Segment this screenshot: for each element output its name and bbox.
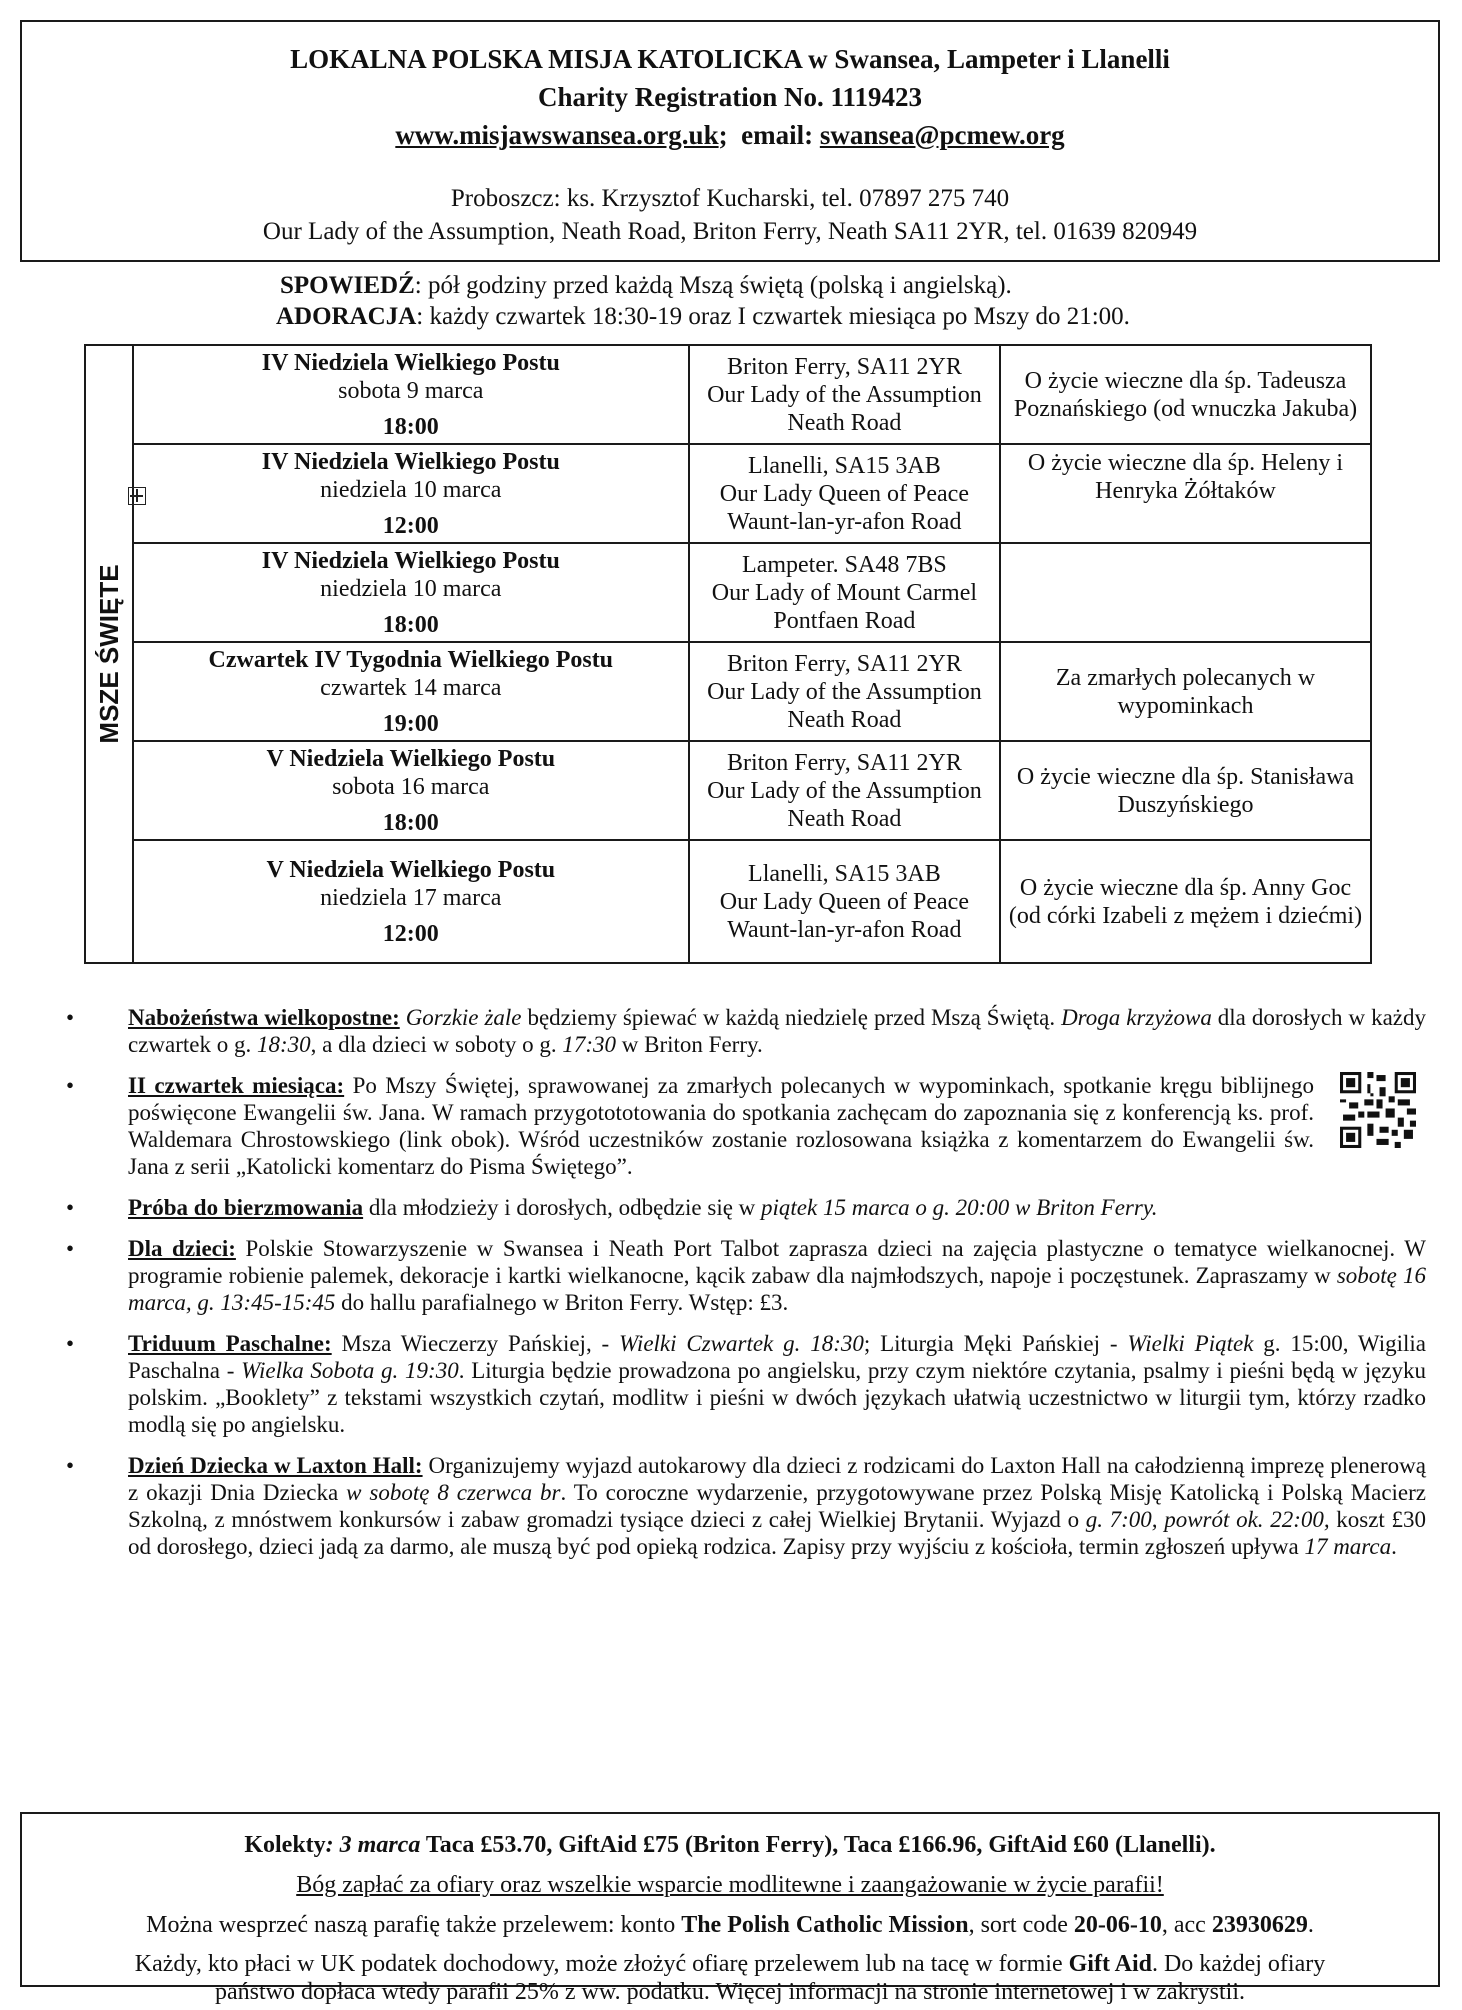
confession-label: SPOWIEDŹ	[280, 272, 415, 299]
mass-title: V Niedziela Wielkiego Postu	[266, 745, 556, 772]
bullet-icon: •	[66, 1236, 75, 1261]
mass-row: IV Niedziela Wielkiego Postu niedziela 10 marca 18:00 Lampeter. SA48 7BS Our Lady of Mount Carmel Pontfaen Road	[85, 543, 1371, 642]
mass-row: MSZE ŚWIĘTE IV Niedziela Wielkiego Postu sobota 9 marca 18:00 Briton Ferry, SA11 2YR Our Lady of the Assumption Neath Road O życie wieczne dla śp. Tadeusza Poznańskiego (od wnuczka Jakuba)	[85, 345, 1371, 444]
mass-title: Czwartek IV Tygodnia Wielkiego Postu	[208, 646, 614, 673]
qr-code-icon[interactable]	[1340, 1072, 1416, 1148]
mass-date: czwartek 14 marca	[320, 674, 502, 701]
address-line: Our Lady of the Assumption, Neath Road, Briton Ferry, Neath SA11 2YR, tel. 01639 820949	[262, 218, 1198, 245]
charity-registration: Charity Registration No. 1119423	[538, 82, 922, 112]
mass-title: IV Niedziela Wielkiego Postu	[261, 349, 560, 376]
mass-intention: O życie wieczne dla śp. Anny Goc (od córki Izabeli z mężem i dziećmi)	[1000, 840, 1371, 963]
mass-title: V Niedziela Wielkiego Postu	[266, 856, 556, 883]
mission-title: LOKALNA POLSKA MISJA KATOLICKA w Swansea, Lampeter i Llanelli	[290, 44, 1170, 74]
email-label: email:	[741, 120, 814, 150]
masses-side-label: MSZE ŚWIĘTE	[85, 345, 133, 963]
email-link[interactable]: swansea@pcmew.org	[819, 120, 1065, 150]
bullet-icon: •	[66, 1005, 75, 1030]
mass-title: IV Niedziela Wielkiego Postu	[261, 547, 560, 574]
mass-intention	[1000, 543, 1371, 642]
mass-row: V Niedziela Wielkiego Postu niedziela 17 marca 12:00 Llanelli, SA15 3AB Our Lady Queen of Peace Waunt-lan-yr-afon Road O życie wieczne dla śp. Anny Goc (od córki Izabeli z mężem i dziećmi)	[85, 840, 1371, 963]
mass-place: Briton Ferry, SA11 2YR	[726, 650, 962, 677]
bullet-icon: •	[66, 1331, 75, 1356]
announcement-confirmation: • Próba do bierzmowania dla młodzieży i dorosłych, odbędzie się w piątek 15 marca o g. 20:00 w Briton Ferry.	[66, 1195, 1158, 1220]
masses-table	[84, 344, 1372, 964]
mass-time: 18:00	[382, 413, 439, 440]
mass-date: sobota 9 marca	[338, 377, 484, 404]
pastor-line: Proboszcz: ks. Krzysztof Kucharski, tel. 07897 275 740	[450, 185, 1010, 212]
mass-intention: O życie wieczne dla śp. Heleny i Henryka Żółtaków	[1000, 444, 1371, 543]
adoration-label: ADORACJA	[276, 303, 417, 330]
announcement-childrens-day: • Dzień Dziecka w Laxton Hall: Organizujemy wyjazd autokarowy dla dzieci z rodzicami do Laxton Hall na całodzienną imprezę plenerową z okazji Dnia Dziecka w sobotę 8 czerwca br. To coroczne wydarzenie, przygotowywane przez Polską Misję Katolicką i Polską Macierz Szkolną, z mnóstwem konkursów i zabaw gromadzi tysiące dzieci z całej Wielkiej Brytanii. Wyjazd o g. 7:00, powrót ok. 22:00, koszt £30 od dorosłego, dzieci jadą za darmo, ale muszą być pod opieką rodzica. Zapisy przy wyjściu z kościoła, termin zgłoszeń upływa 17 marca.	[66, 1453, 1426, 1559]
mass-title: IV Niedziela Wielkiego Postu	[261, 448, 560, 475]
mass-place: Briton Ferry, SA11 2YR	[726, 353, 962, 380]
mass-place: Llanelli, SA15 3AB	[748, 860, 941, 887]
gift-aid-line: Każdy, kto płaci w UK podatek dochodowy, może złożyć ofiarę przelewem lub na tacę w formie Gift Aid. Do każdej ofiary państwo dopłaca wtedy parafii 25% z ww. podatku. Więcej informacji na stronie internetowej i w zakrystii.	[134, 1951, 1326, 2005]
contact-line: www.misjawswansea.org.uk; email: swansea@pcmew.org	[395, 120, 1065, 150]
bullet-icon: •	[66, 1195, 75, 1220]
mass-intention: O życie wieczne dla śp. Stanisława Duszyńskiego	[1000, 741, 1371, 840]
announcement-triduum: • Triduum Paschalne: Msza Wieczerzy Pańskiej, - Wielki Czwartek g. 18:30; Liturgia Męki Pańskiej - Wielki Piątek g. 15:00, Wigilia Paschalna - Wielka Sobota g. 19:30. Liturgia będzie prowadzona po angielsku, przy czym niektóre czytania, psalmy i pieśni będą w języku polskim. „Booklety” z tekstami wszystkich czytań, modlitw i pieśni w dwóch językach ułatwią uczestnictwo w liturgii tym, którzy rzadko modlą się po angielsku.	[66, 1331, 1426, 1437]
announcement-lent: • Nabożeństwa wielkopostne: Gorzkie żale będziemy śpiewać w każdą niedzielę przed Mszą Świętą. Droga krzyżowa dla dorosłych w każdy czwartek o g. 18:30, a dla dzieci w soboty o g. 17:30 w Briton Ferry.	[66, 1005, 1426, 1057]
mass-time: 12:00	[382, 512, 439, 539]
mass-date: niedziela 10 marca	[320, 575, 502, 602]
confession-line: SPOWIEDŹ: pół godziny przed każdą Mszą świętą (polską i angielską).	[280, 272, 1012, 299]
website-link[interactable]: www.misjawswansea.org.uk	[395, 120, 719, 150]
mass-row: V Niedziela Wielkiego Postu sobota 16 marca 18:00 Briton Ferry, SA11 2YR Our Lady of the Assumption Neath Road O życie wieczne dla śp. Stanisława Duszyńskiego	[85, 741, 1371, 840]
collection-line: Kolekty: 3 marca Taca £53.70, GiftAid £75 (Briton Ferry), Taca £166.96, GiftAid £60 (Llanelli).	[244, 1832, 1216, 1858]
mass-row: IV Niedziela Wielkiego Postu niedziela 10 marca 12:00 Llanelli, SA15 3AB Our Lady Queen of Peace Waunt-lan-yr-afon Road O życie wieczne dla śp. Heleny i Henryka Żółtaków	[85, 444, 1371, 543]
mass-place: Briton Ferry, SA11 2YR	[726, 749, 962, 776]
bullet-icon: •	[66, 1453, 75, 1478]
adoration-line: ADORACJA: każdy czwartek 18:30-19 oraz I czwartek miesiąca po Mszy do 21:00.	[276, 303, 1130, 330]
announcements-list	[66, 1004, 1426, 1574]
mass-place: Llanelli, SA15 3AB	[748, 452, 941, 479]
thanks-line: Bóg zapłać za ofiary oraz wszelkie wsparcie modlitewne i zaangażowanie w życie parafii!	[296, 1872, 1164, 1898]
mass-place: Lampeter. SA48 7BS	[742, 551, 947, 578]
mass-intention: O życie wieczne dla śp. Tadeusza Poznańskiego (od wnuczka Jakuba)	[1000, 345, 1371, 444]
header-box	[20, 20, 1440, 262]
mass-intention: Za zmarłych polecanych w wypominkach	[1000, 642, 1371, 741]
mass-date: sobota 16 marca	[332, 773, 490, 800]
expand-table-icon[interactable]	[128, 487, 146, 505]
bank-transfer-line: Można wesprzeć naszą parafię także przelewem: konto The Polish Catholic Mission, sort code 20-06-10, acc 23930629.	[146, 1912, 1314, 1938]
mass-date: niedziela 10 marca	[320, 476, 502, 503]
mass-time: 19:00	[382, 710, 439, 737]
announcement-children: • Dla dzieci: Polskie Stowarzyszenie w Swansea i Neath Port Talbot zaprasza dzieci na zajęcia plastyczne o tematyce wielkanocnej. W programie robienie palemek, dekoracje i kartki wielkanocne, kącik zabaw dla najmłodszych, napoje i poczęstunek. Zapraszamy w sobotę 16 marca, g. 13:45-15:45 do hallu parafialnego w Briton Ferry. Wstęp: £3.	[66, 1236, 1426, 1315]
mass-date: niedziela 17 marca	[320, 884, 502, 911]
mass-time: 18:00	[382, 809, 439, 836]
announcement-thursday: • II czwartek miesiąca: Po Mszy Świętej, sprawowanej za zmarłych polecanych w wypominkach, spotkanie kręgu biblijnego poświęcone Ewangelii św. Jana. W ramach przygotototowania do spotkania zachęcam do zapoznania się z konferencją ks. prof. Waldemara Chrostowskiego (link obok). Wśród uczestników zostanie rozlosowana książka z komentarzem do Ewangelii św. Jana z serii „Katolicki komentarz do Pisma Świętego”.	[66, 1072, 1426, 1180]
mass-row: Czwartek IV Tygodnia Wielkiego Postu czwartek 14 marca 19:00 Briton Ferry, SA11 2YR Our Lady of the Assumption Neath Road Za zmarłych polecanych w wypominkach	[85, 642, 1371, 741]
mass-time: 12:00	[382, 920, 439, 947]
footer-box	[20, 1812, 1440, 2005]
mass-time: 18:00	[382, 611, 439, 638]
bullet-icon: •	[66, 1073, 75, 1098]
